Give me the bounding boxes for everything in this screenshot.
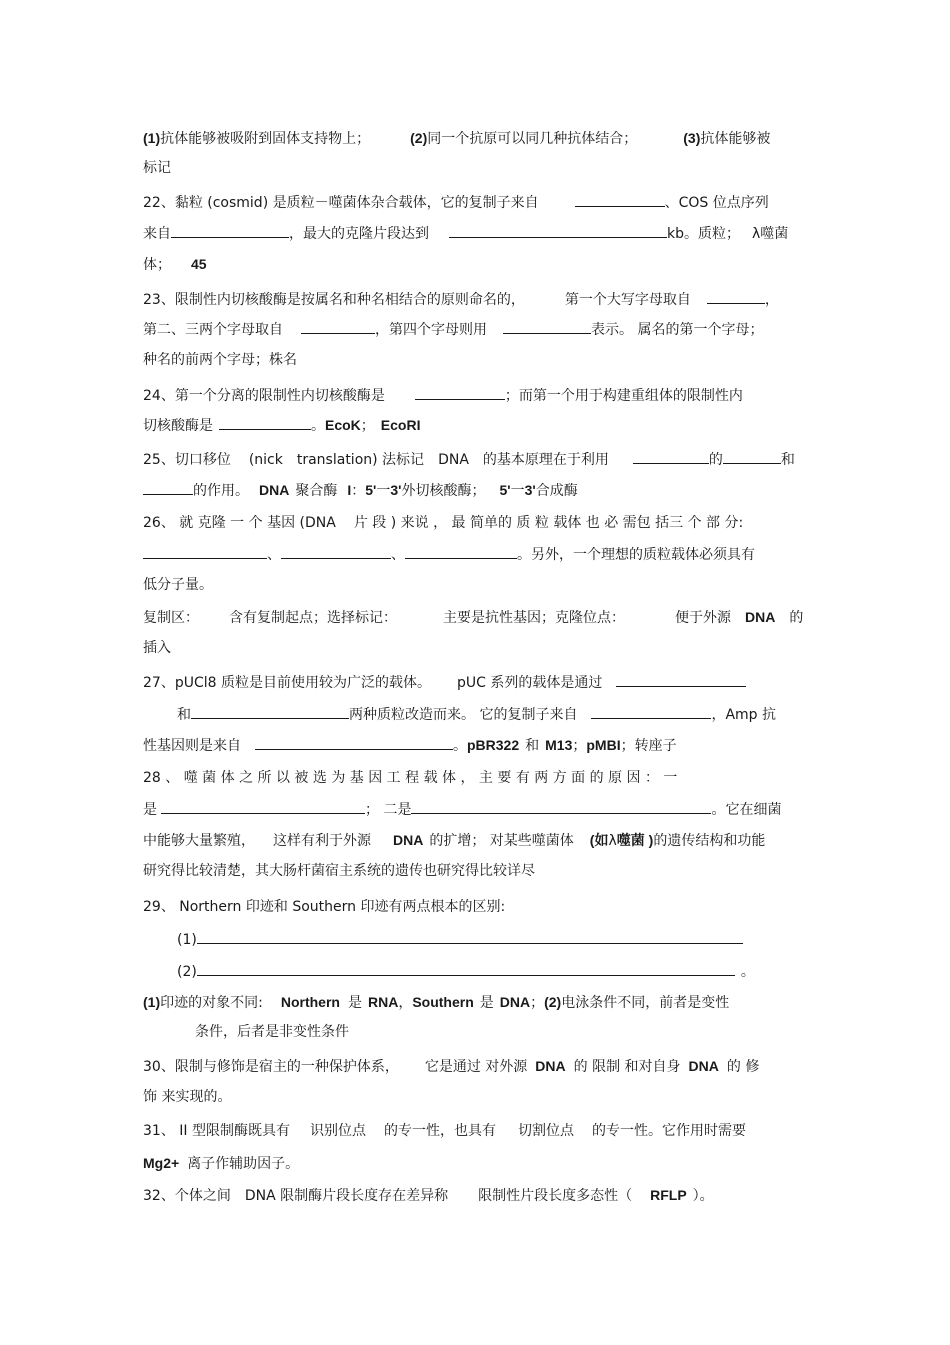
q29-line-4: (1)印迹的对象不同: Northern 是 RNA，Southern 是 DNA；(2)电泳条件不同，前者是变性 [143,994,730,1011]
answer-blank[interactable] [616,672,746,687]
q28-line-1: 28 、 噬 菌 体 之 所 以 被 选 为 基 因 工 程 载 体 ， 主 要 有 两 方 面 的 原 因 ： 一 [143,770,678,786]
q25-line-2: 的作用。 DNA 聚合酶 I：5'一3'外切核酸酶； 5'一3'合成酶 [143,480,808,501]
answer-blank[interactable] [415,385,505,400]
answer-blank[interactable] [591,704,711,719]
q26-line-1: 26、 就 克隆 一 个 基因 (DNA 片 段 ) 来说 ， 最 简单的 质 粒 载体 也 必 需包 括三 个 部 分: [143,515,744,531]
answer-blank[interactable] [197,961,735,976]
q22-line-1: 22、黏粒 (cosmid) 是质粒－噬菌体杂合载体，它的复制子来自 、COS 位点序列 [143,192,808,213]
answer-blank[interactable] [411,799,711,814]
q21-answer-line-1: (1)抗体能够被吸附到固体支持物上； (2)同一个抗原可以同几种抗体结合； (3)抗体能够被 [143,130,771,147]
q29-line-3: (2) 。 [177,961,842,982]
answer-blank[interactable] [449,223,667,238]
q28-line-3: 中能够大量繁殖， 这样有利于外源 DNA 的扩增； 对某些噬菌体 (如λ噬菌 )的遗传结构和功能 [143,832,766,849]
marker: (1) [143,130,161,146]
q26-line-2: 、 、 。另外，一个理想的质粒载体必须具有 [143,544,808,565]
q22-line-2: 来自 ，最大的克隆片段达到 kb。质粒； λ噬菌 [143,223,808,244]
marker: (2) [410,130,428,146]
q32-line-1: 32、个体之间 DNA 限制酶片段长度存在差异称 限制性片段长度多态性（ RFLP ）。 [143,1187,714,1204]
answer-blank[interactable] [191,704,349,719]
answer-blank[interactable] [301,319,375,334]
q23-line-1: 23、限制性内切核酸酶是按属名和种名相结合的原则命名的， 第一个大写字母取自 ， [143,289,808,310]
q26-line-4: 复制区： 含有复制起点；选择标记： 主要是抗性基因；克隆位点： 便于外源 DNA 的 [143,609,804,626]
q27-line-3: 性基因则是来自 。pBR322 和 M13；pMBI；转座子 [143,737,677,754]
answer-blank[interactable] [707,289,765,304]
answer-blank[interactable] [255,735,453,750]
q30-line-1: 30、限制与修饰是宿主的一种保护体系， 它是通过 对外源 DNA 的 限制 和对自身 DNA 的 修 [143,1058,760,1075]
q27-line-1: 27、pUCl8 质粒是目前使用较为广泛的载体。 pUC 系列的载体是通过 [143,672,808,693]
answer-blank[interactable] [633,449,709,464]
answer-blank[interactable] [405,544,517,559]
q29-line-2: (1) [177,929,842,950]
q29-line-1: 29、 Northern 印迹和 Southern 印迹有两点根本的区别: [143,899,506,915]
answer-blank[interactable] [281,544,391,559]
q23-line-3: 种名的前两个字母；株名 [143,352,297,368]
answer-blank[interactable] [723,449,781,464]
q24-line-2: 切核酸酶是 。EcoK； EcoRI [143,417,421,434]
q27-line-2: 和 两种质粒改造而来。 它的复制子来自 ，Amp 抗 [177,704,842,725]
answer-blank[interactable] [143,480,193,495]
answer-blank[interactable] [171,223,289,238]
q29-line-5: 条件，后者是非变性条件 [195,1024,349,1040]
answer-blank[interactable] [219,415,311,430]
answer-blank[interactable] [161,799,365,814]
answer-blank[interactable] [575,192,665,207]
q26-line-5: 插入 [143,640,171,656]
q30-line-2: 饰 来实现的。 [143,1089,232,1105]
q31-line-2: Mg2+ 离子作辅助因子。 [143,1155,300,1172]
answer-blank[interactable] [503,319,591,334]
q28-line-4: 研究得比较清楚，其大肠杆菌宿主系统的遗传也研究得比较详尽 [143,863,535,879]
q23-line-2: 第二、三两个字母取自 ，第四个字母则用 表示。 属名的第一个字母； [143,319,808,340]
q26-line-3: 低分子量。 [143,577,213,593]
marker: (3) [683,130,701,146]
q31-line-1: 31、 II 型限制酶既具有 识别位点 的专一性，也具有 切割位点 的专一性。它作用时需要 [143,1123,746,1139]
q24-line-1: 24、第一个分离的限制性内切核酸酶是 ；而第一个用于构建重组体的限制性内 [143,385,808,406]
q21-answer-line-2: 标记 [143,160,171,176]
q28-line-2: 是 ； 二是 。它在细菌 [143,799,808,820]
answer-blank[interactable] [197,929,743,944]
q25-line-1: 25、切口移位 (nick translation) 法标记 DNA 的基本原理在于利用 的 和 [143,449,808,470]
q22-line-3: 体； 45 [143,256,207,273]
answer-blank[interactable] [143,544,267,559]
